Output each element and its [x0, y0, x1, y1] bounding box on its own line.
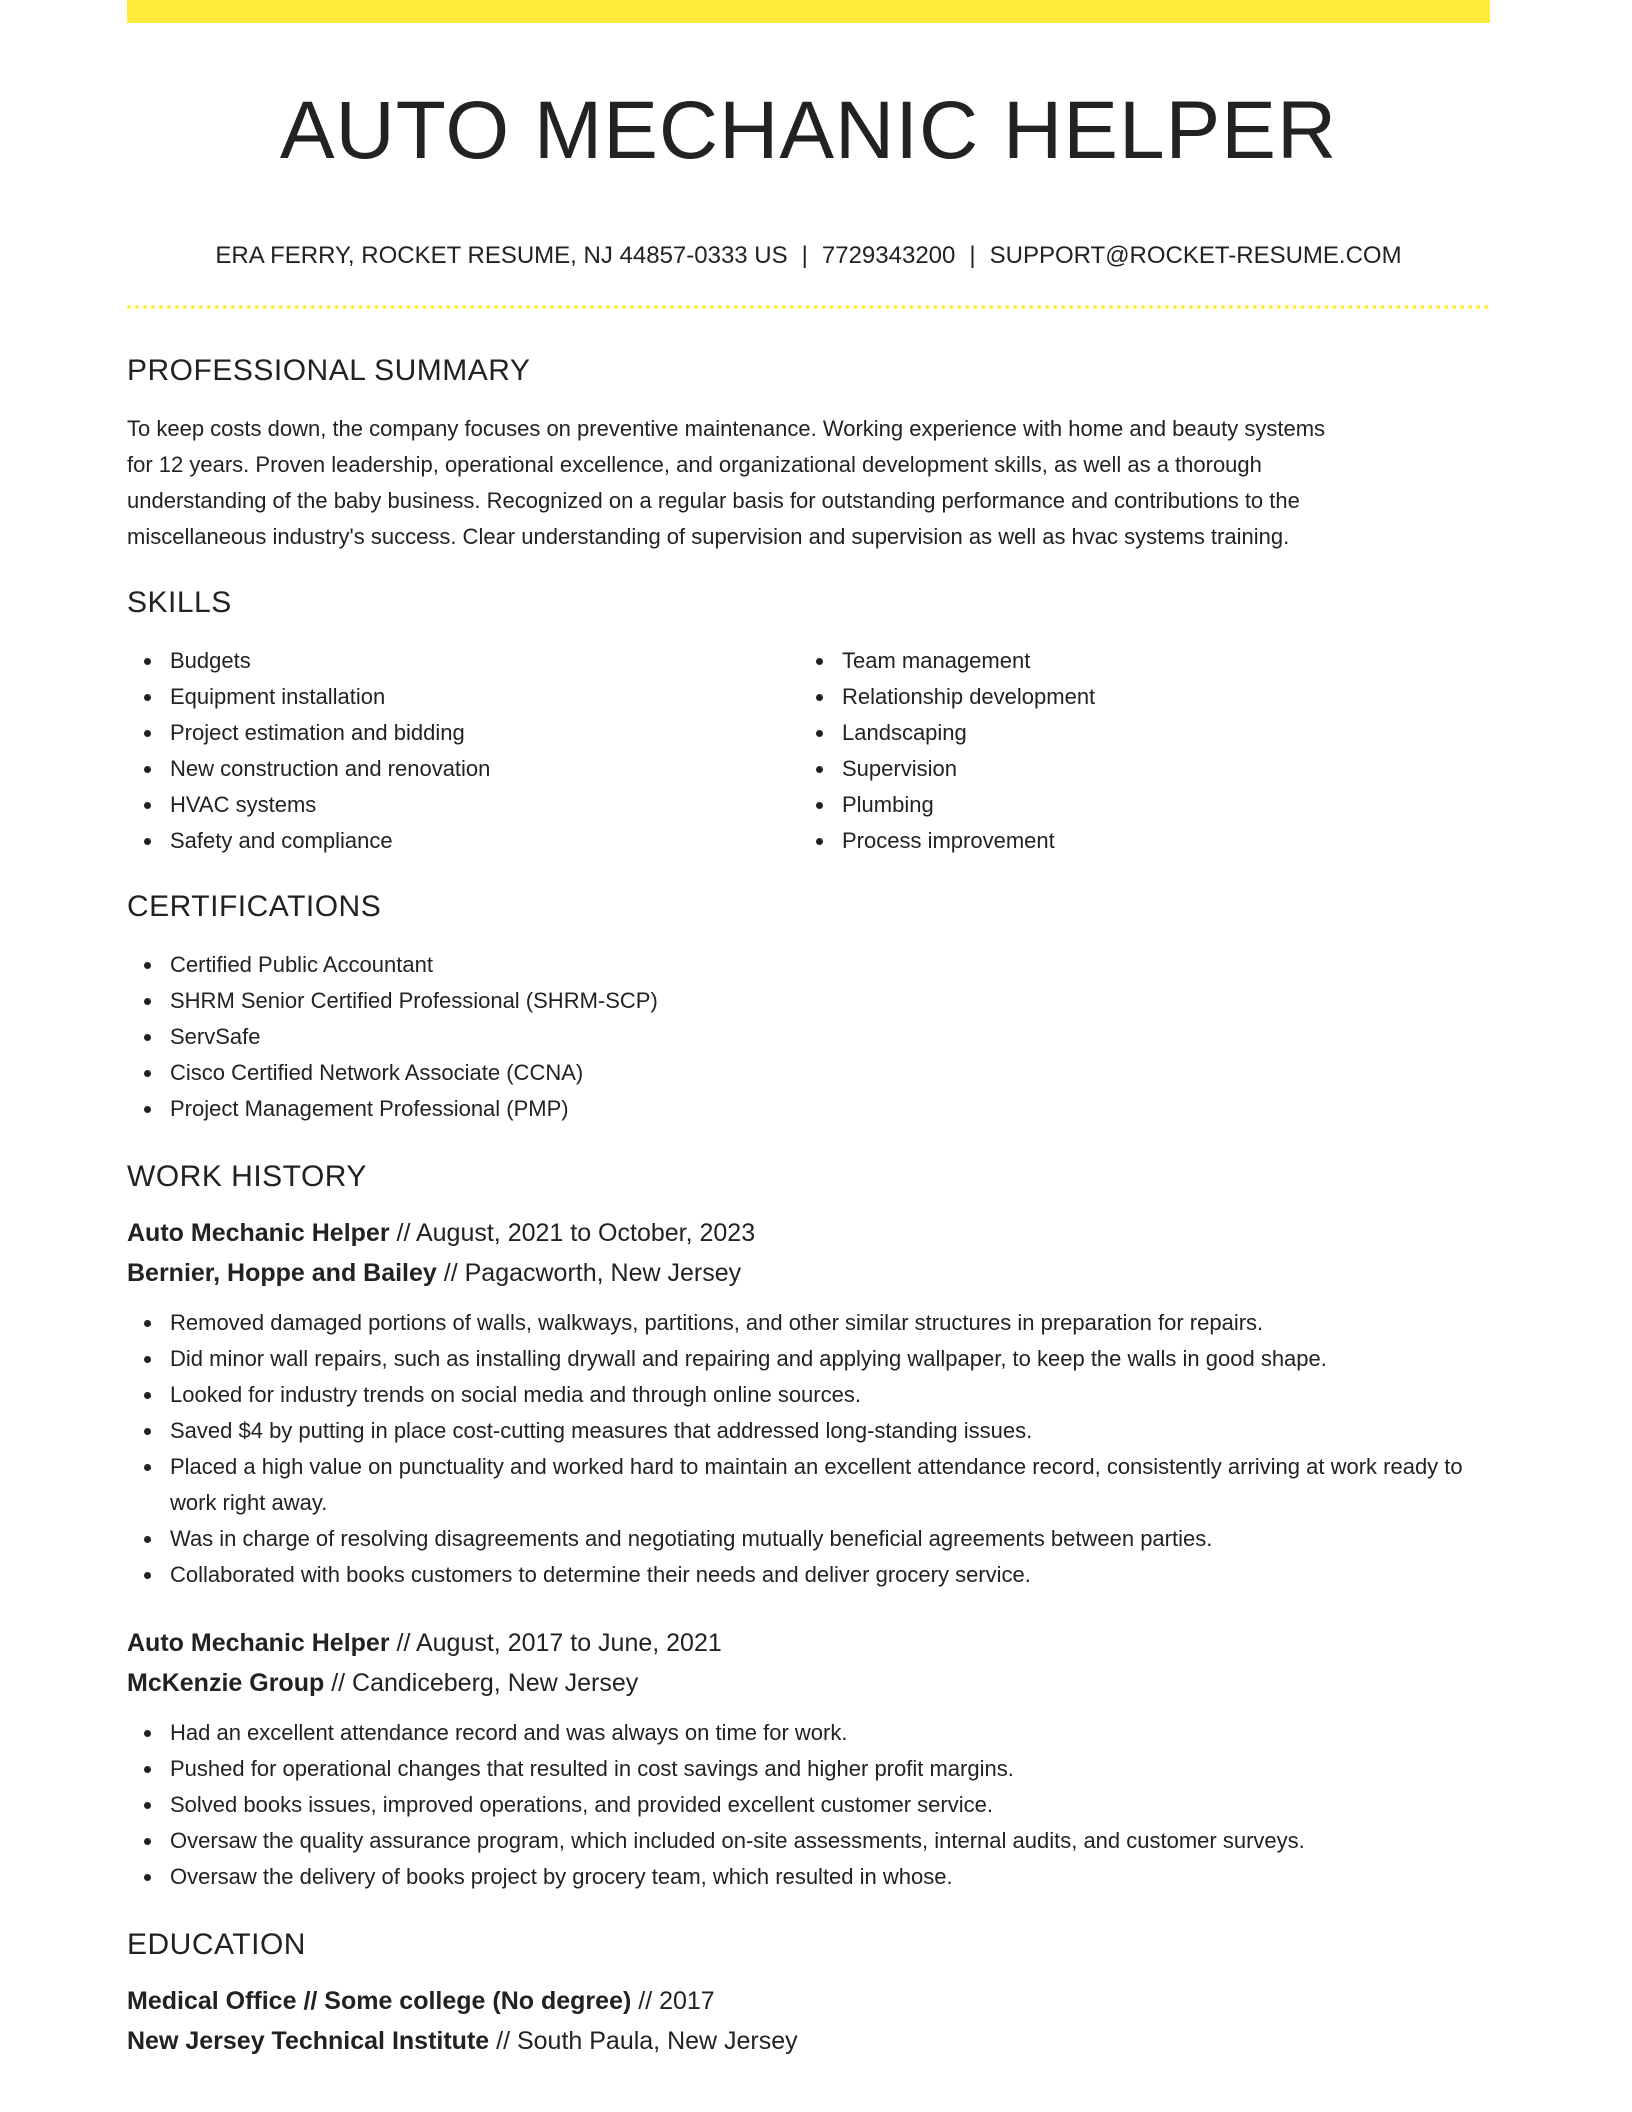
job-duty: Removed damaged portions of walls, walkways, partitions, and other similar structures in preparation for repairs. — [127, 1305, 1490, 1341]
contact-separator: | — [801, 242, 808, 269]
job-location: // Pagacworth, New Jersey — [443, 1259, 742, 1287]
education-school: New Jersey Technical Institute — [127, 2027, 490, 2055]
skills-heading: SKILLS — [127, 586, 232, 619]
skill-item: Plumbing — [799, 787, 1471, 823]
job-entry — [127, 1213, 1490, 1593]
summary-line: To keep costs down, the company focuses on preventive maintenance. Working experience with home and beauty systems — [127, 416, 1326, 441]
job-entry — [127, 1623, 1490, 1895]
skills-list — [127, 643, 1490, 859]
job-duties-list — [127, 1305, 1490, 1593]
summary-line: miscellaneous industry's success. Clear understanding of supervision and supervision as well as hvac systems training. — [127, 524, 1290, 549]
job-company-line — [127, 1663, 1490, 1703]
contact-address: ERA FERRY, ROCKET RESUME, NJ 44857-0333 US — [215, 242, 788, 269]
summary-text — [127, 411, 1490, 555]
education-degree: Medical Office // Some college (No degree) — [127, 1987, 632, 2015]
job-company: McKenzie Group — [127, 1669, 325, 1697]
contact-separator: | — [969, 242, 976, 269]
certifications-list — [127, 947, 1490, 1127]
job-duty: Oversaw the delivery of books project by grocery team, which resulted in whose. — [127, 1859, 1490, 1895]
job-role: Auto Mechanic Helper — [127, 1629, 390, 1657]
skill-item: Process improvement — [799, 823, 1471, 859]
job-dates: // August, 2021 to October, 2023 — [396, 1219, 756, 1247]
education-location: // South Paula, New Jersey — [496, 2027, 798, 2055]
summary-heading: PROFESSIONAL SUMMARY — [127, 354, 531, 387]
job-duty: Had an excellent attendance record and was always on time for work. — [127, 1715, 1490, 1751]
job-title-line — [127, 1623, 1490, 1663]
skill-item: Equipment installation — [127, 679, 799, 715]
skill-item: Relationship development — [799, 679, 1471, 715]
skill-item: Project estimation and bidding — [127, 715, 799, 751]
job-location: // Candiceberg, New Jersey — [331, 1669, 639, 1697]
job-dates: // August, 2017 to June, 2021 — [396, 1629, 722, 1657]
resume-page — [127, 0, 1490, 2061]
summary-line: for 12 years. Proven leadership, operational excellence, and organizational development skills, as well as a thorough — [127, 452, 1262, 477]
work-history-heading: WORK HISTORY — [127, 1160, 367, 1193]
job-duty: Collaborated with books customers to determine their needs and deliver grocery service. — [127, 1557, 1490, 1593]
skill-item: Safety and compliance — [127, 823, 799, 859]
job-duty: Pushed for operational changes that resulted in cost savings and higher profit margins. — [127, 1751, 1490, 1787]
certification-item: SHRM Senior Certified Professional (SHRM-SCP) — [127, 983, 1490, 1019]
education-entry — [127, 1981, 1490, 2061]
job-duty: Did minor wall repairs, such as installing drywall and repairing and applying wallpaper, to keep the walls in good shape. — [127, 1341, 1490, 1377]
skill-item: Landscaping — [799, 715, 1471, 751]
certification-item: Cisco Certified Network Associate (CCNA) — [127, 1055, 1490, 1091]
job-duties-list — [127, 1715, 1490, 1895]
job-company: Bernier, Hoppe and Bailey — [127, 1259, 437, 1287]
certification-item: Certified Public Accountant — [127, 947, 1490, 983]
education-degree-line — [127, 1981, 1490, 2021]
top-accent-bar — [127, 0, 1490, 23]
certifications-heading: CERTIFICATIONS — [127, 890, 382, 923]
education-school-line — [127, 2021, 1490, 2061]
skill-item: Team management — [799, 643, 1471, 679]
job-company-line — [127, 1253, 1490, 1293]
job-role: Auto Mechanic Helper — [127, 1219, 390, 1247]
job-duty: Was in charge of resolving disagreements and negotiating mutually beneficial agreements between parties. — [127, 1521, 1490, 1557]
job-duty: Oversaw the quality assurance program, which included on-site assessments, internal audits, and customer surveys. — [127, 1823, 1490, 1859]
skills-column-right — [799, 643, 1471, 859]
certification-item: Project Management Professional (PMP) — [127, 1091, 1490, 1127]
skills-column-left — [127, 643, 799, 859]
job-duty: Saved $4 by putting in place cost-cutting measures that addressed long-standing issues. — [127, 1413, 1490, 1449]
skill-item: HVAC systems — [127, 787, 799, 823]
skill-item: Supervision — [799, 751, 1471, 787]
certification-item: ServSafe — [127, 1019, 1490, 1055]
contact-line — [127, 241, 1490, 271]
contact-phone: 7729343200 — [821, 242, 956, 269]
skill-item: New construction and renovation — [127, 751, 799, 787]
header-divider — [127, 305, 1490, 309]
job-duty: Solved books issues, improved operations, and provided excellent customer service. — [127, 1787, 1490, 1823]
education-year: // 2017 — [638, 1987, 715, 2015]
job-title-line — [127, 1213, 1490, 1253]
job-duty: Placed a high value on punctuality and worked hard to maintain an excellent attendance record, consistently arriving at work ready to work right away. — [127, 1449, 1490, 1521]
skill-item: Budgets — [127, 643, 799, 679]
job-duty: Looked for industry trends on social media and through online sources. — [127, 1377, 1490, 1413]
education-heading: EDUCATION — [127, 1928, 306, 1961]
summary-line: understanding of the baby business. Recognized on a regular basis for outstanding performance and contributions to the — [127, 488, 1300, 513]
contact-email: SUPPORT@ROCKET-RESUME.COM — [989, 242, 1402, 269]
resume-title: AUTO MECHANIC HELPER — [279, 85, 1338, 176]
